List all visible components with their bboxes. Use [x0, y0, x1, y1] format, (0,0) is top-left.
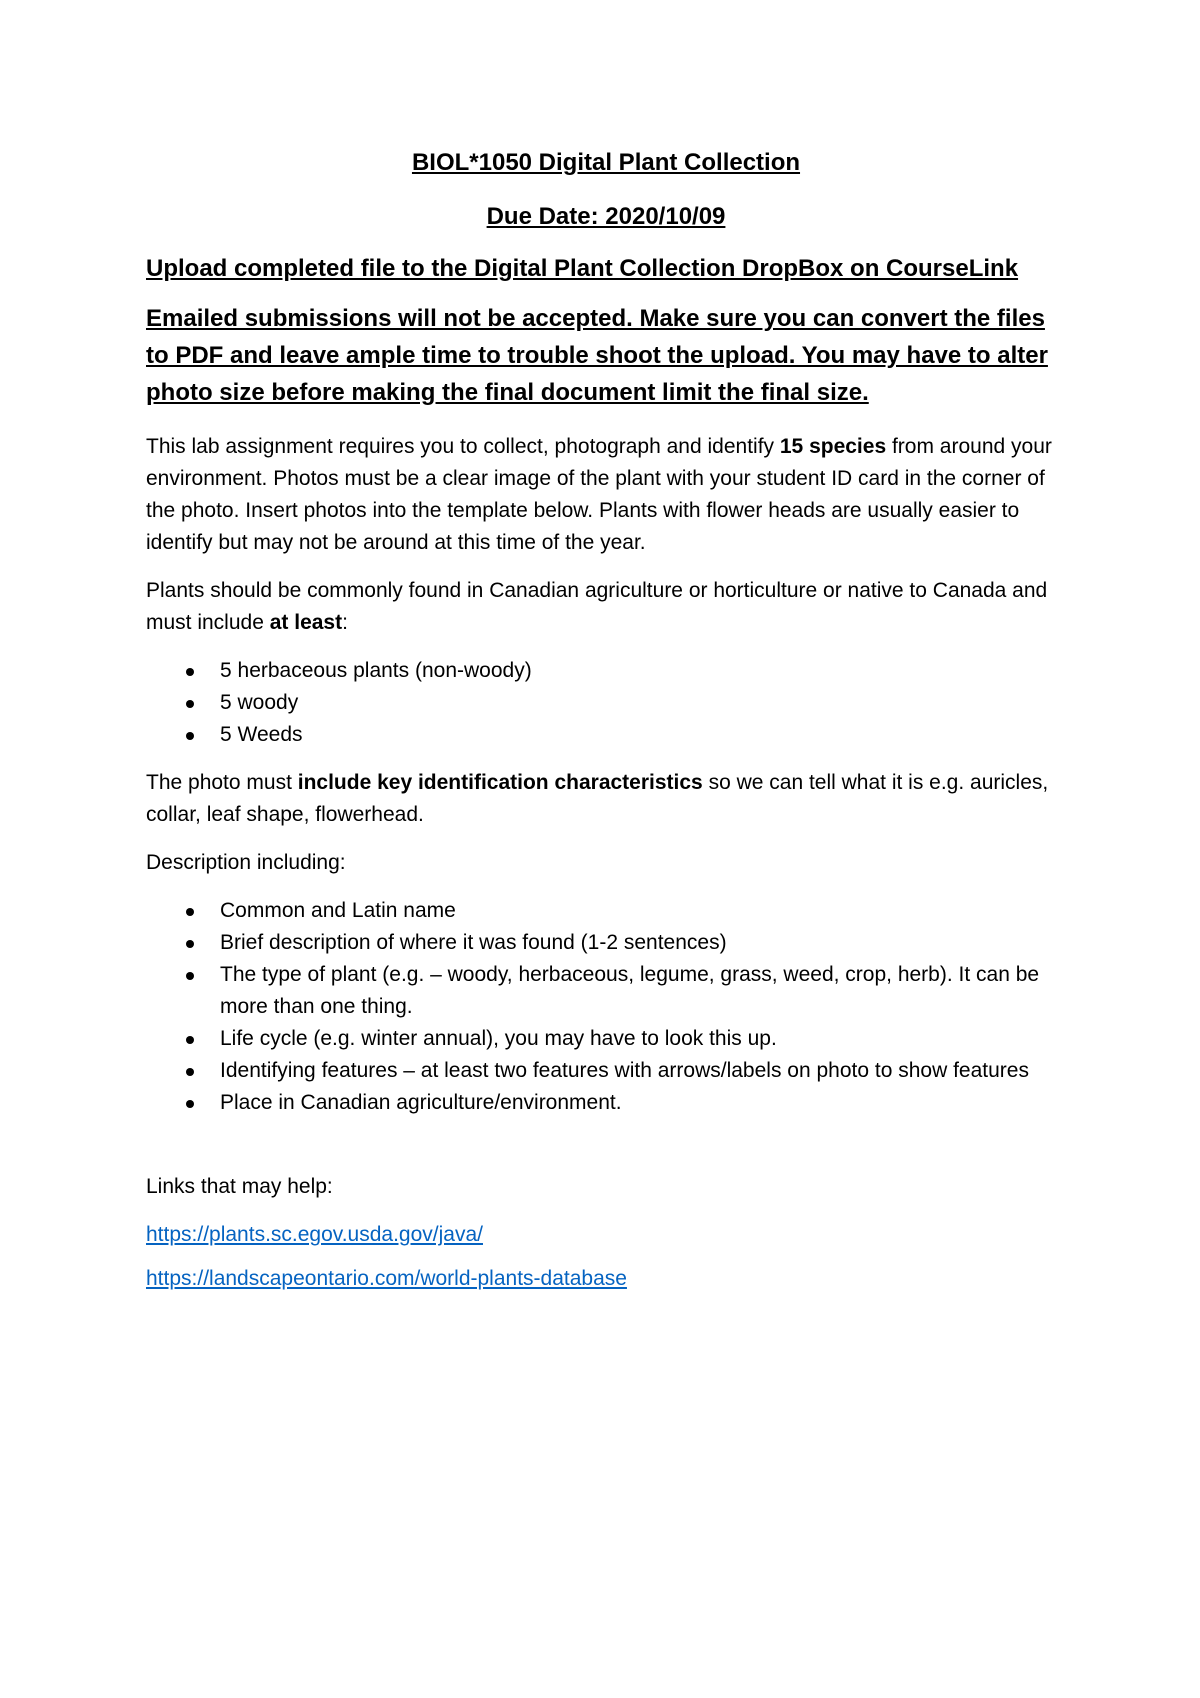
description-items-list — [146, 895, 1066, 1119]
intro-text-start: This lab assignment requires you to collect, photograph and identify — [146, 435, 780, 458]
requirements-paragraph — [146, 575, 1066, 639]
bullet-icon — [186, 668, 194, 676]
list-item — [146, 959, 1066, 1023]
usda-plants-link[interactable]: https://plants.sc.egov.usda.gov/java/ — [146, 1223, 483, 1246]
list-item — [146, 687, 1066, 719]
list-item — [146, 719, 1066, 751]
document-title: BIOL*1050 Digital Plant Collection — [411, 149, 801, 176]
list-item — [146, 927, 1066, 959]
bullet-icon — [186, 940, 194, 948]
intro-paragraph — [146, 431, 1066, 559]
bullet-icon — [186, 1068, 194, 1076]
due-date: Due Date: 2020/10/09 — [486, 203, 726, 230]
list-item-text: Common and Latin name — [220, 899, 456, 922]
list-item — [146, 655, 1066, 687]
description-label: Description including: — [146, 851, 346, 874]
list-item — [146, 1023, 1066, 1055]
list-item-text: Life cycle (e.g. winter annual), you may have to look this up. — [220, 1027, 777, 1050]
plant-types-list — [146, 655, 1066, 751]
spacer — [146, 1135, 1066, 1171]
list-item — [146, 895, 1066, 927]
bullet-icon — [186, 972, 194, 980]
photo-requirement-paragraph — [146, 767, 1066, 831]
requirements-at-least: at least — [269, 611, 343, 634]
photo-requirement-text-start: The photo must — [146, 771, 298, 794]
list-item-text: Identifying features – at least two features with arrows/labels on photo to show features — [220, 1059, 1029, 1082]
upload-instruction: Upload completed file to the Digital Plant Collection DropBox on CourseLink — [146, 255, 1019, 282]
bullet-icon — [186, 1100, 194, 1108]
list-item-text: Brief description of where it was found (1-2 sentences) — [220, 931, 727, 954]
landscape-ontario-link[interactable]: https://landscapeontario.com/world-plants-database — [146, 1267, 627, 1290]
list-item-text: 5 woody — [220, 691, 299, 714]
bullet-icon — [186, 700, 194, 708]
list-item-text: The type of plant (e.g. – woody, herbaceous, legume, grass, weed, crop, herb). It can be more than one thing. — [220, 963, 1040, 1018]
link-row — [146, 1263, 1066, 1295]
bullet-icon — [186, 908, 194, 916]
photo-requirement-key: include key identification characteristics — [297, 771, 703, 794]
document-content — [146, 148, 1066, 1307]
links-label: Links that may help: — [146, 1175, 333, 1198]
photo-requirement-text-end: so we can tell what it is e.g. auricles, collar, leaf shape, flowerhead. — [146, 771, 1049, 826]
intro-species-count: 15 species — [779, 435, 887, 458]
requirements-text-end: : — [342, 611, 348, 634]
bullet-icon — [186, 732, 194, 740]
list-item — [146, 1055, 1066, 1087]
requirements-text-start: Plants should be commonly found in Canadian agriculture or horticulture or native to Canada and must include — [146, 579, 1048, 634]
email-warning: Emailed submissions will not be accepted. Make sure you can convert the files to PDF and leave ample time to trouble shoot the upload. You may have to alter photo size before making the final document limit the final size. — [146, 305, 1048, 406]
list-item-text: Place in Canadian agriculture/environment. — [220, 1091, 622, 1114]
list-item-text: 5 herbaceous plants (non-woody) — [220, 659, 532, 682]
link-row — [146, 1219, 1066, 1251]
bullet-icon — [186, 1036, 194, 1044]
intro-text-end: from around your environment. Photos must be a clear image of the plant with your student ID card in the corner of the photo. Insert photos into the template below. Plants with flower heads are usually easier to identify but may not be around at this time of the year. — [146, 435, 1052, 554]
list-item — [146, 1087, 1066, 1119]
list-item-text: 5 Weeds — [220, 723, 303, 746]
